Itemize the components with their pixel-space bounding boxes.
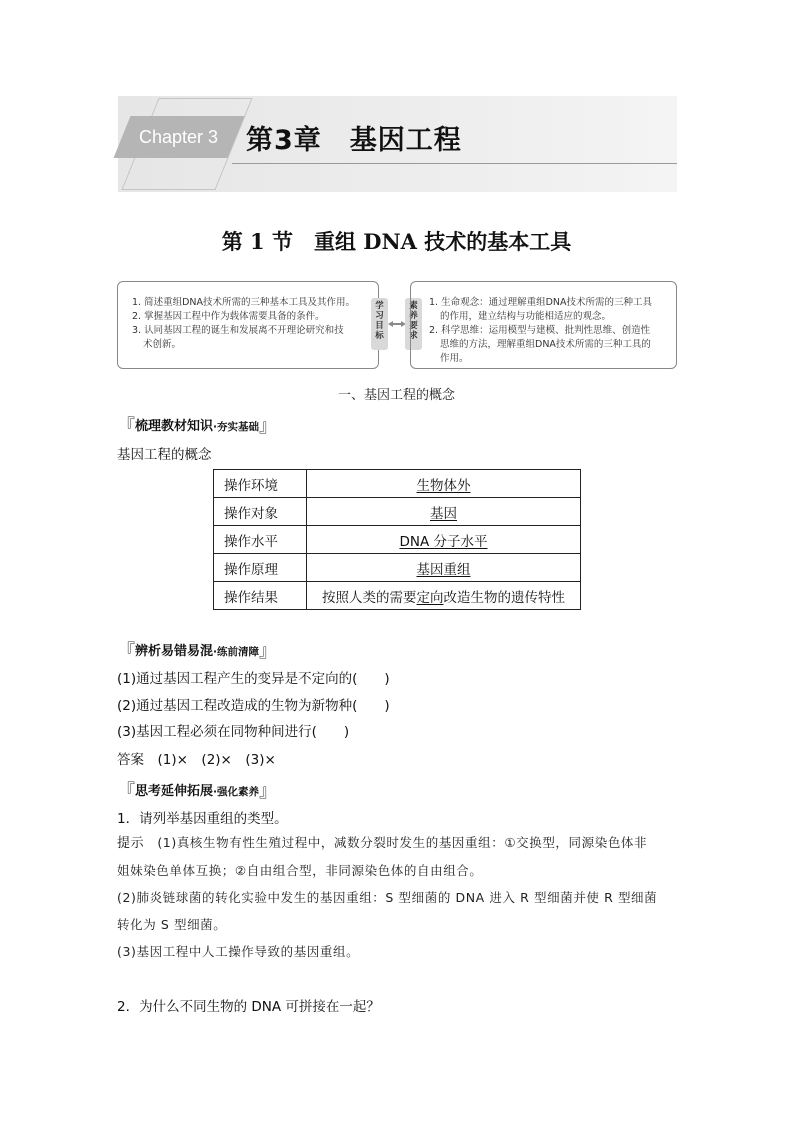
literacy-requirements-box [410,281,677,369]
hint-line-3: (2)肺炎链球菌的转化实验中发生的基因重组：S 型细菌的 DNA 进入 R 型细菌并使 R 型细菌 [117,890,658,905]
table-cell-key: 操作环境 [214,470,307,498]
hint-line-2: 姐妹染色单体互换；②自由组合型，非同源染色体的自由组合。 [117,863,483,878]
hint-label: 提示 [117,836,145,851]
literacy-item-1: 1. 生命观念：通过理解重组DNA技术所需的三种工具 [429,297,653,308]
section-header-review: 『梳理教材知识·夯实基础』 [117,416,278,437]
table-cell-value: 生物体外 [307,470,581,498]
judgment-2: (2)通过基因工程改造成的生物为新物种( ) [117,698,390,714]
learning-goals-box [117,281,379,369]
section-title: 第 1 节 重组 DNA 技术的基本工具 [221,229,572,254]
table-cell-value: 按照人类的需要定向改造生物的遗传特性 [307,582,581,610]
literacy-item-1-cont: 的作用，建立结构与功能相适应的观念。 [440,311,612,322]
banner-divider [232,163,677,164]
question-1: 1．请列举基因重组的类型。 [117,811,288,827]
literacy-item-2-cont2: 作用。 [440,353,469,364]
table-row [214,470,581,498]
table-cell-value: 基因 [307,498,581,526]
chapter-title: 第3章 基因工程 [246,125,462,156]
hint-line-5: (3)基因工程中人工操作导致的基因重组。 [117,944,360,959]
table-cell-key: 操作原理 [214,554,307,582]
literacy-requirements-label: 素 养 要 求 [405,298,422,350]
table-row [214,526,581,554]
question-2: 2．为什么不同生物的 DNA 可拼接在一起？ [117,999,380,1015]
literacy-item-2-cont: 思维的方法，理解重组DNA技术所需的三种工具的 [440,339,651,350]
table-cell-key: 操作对象 [214,498,307,526]
double-arrow-icon [388,321,406,327]
learning-goal-3-cont: 术创新。 [143,339,182,350]
learning-goal-2: 2. 掌握基因工程中作为载体需要具备的条件。 [132,311,325,322]
section-header-extension: 『思考延伸拓展·强化素养』 [117,781,278,802]
hint-line-1: 提示 (1)真核生物有性生殖过程中，减数分裂时发生的基因重组：①交换型，同源染色体非 [117,835,648,851]
concept-table [213,469,581,610]
judgment-1: (1)通过基因工程产生的变异是不定向的( ) [117,671,390,687]
table-cell-value: 基因重组 [307,554,581,582]
chapter-tag: Chapter 3 [114,116,245,158]
answer: 答案 (1)× (2)× (3)× [117,752,276,768]
section-header-judgment: 『辨析易错易混·练前清障』 [117,641,278,662]
learning-goal-1: 1. 简述重组DNA技术所需的三种基本工具及其作用。 [132,297,356,308]
table-cell-key: 操作结果 [214,582,307,610]
table-row [214,498,581,526]
literacy-item-2: 2. 科学思维：运用模型与建模、批判性思维、创造性 [429,325,651,336]
concept-label: 基因工程的概念 [117,447,212,463]
table-cell-value: DNA 分子水平 [307,526,581,554]
learning-goals-label: 学 习 目 标 [371,298,388,350]
learning-goal-3: 3. 认同基因工程的诞生和发展离不开理论研究和技 [132,325,344,336]
hint-line-4: 转化为 S 型细菌。 [117,917,227,932]
table-row [214,582,581,610]
table-cell-key: 操作水平 [214,526,307,554]
table-row [214,554,581,582]
hint-paragraph [117,829,677,965]
judgment-3: (3)基因工程必须在同物种间进行( ) [117,724,350,740]
part-one-title: 一、基因工程的概念 [337,388,455,403]
